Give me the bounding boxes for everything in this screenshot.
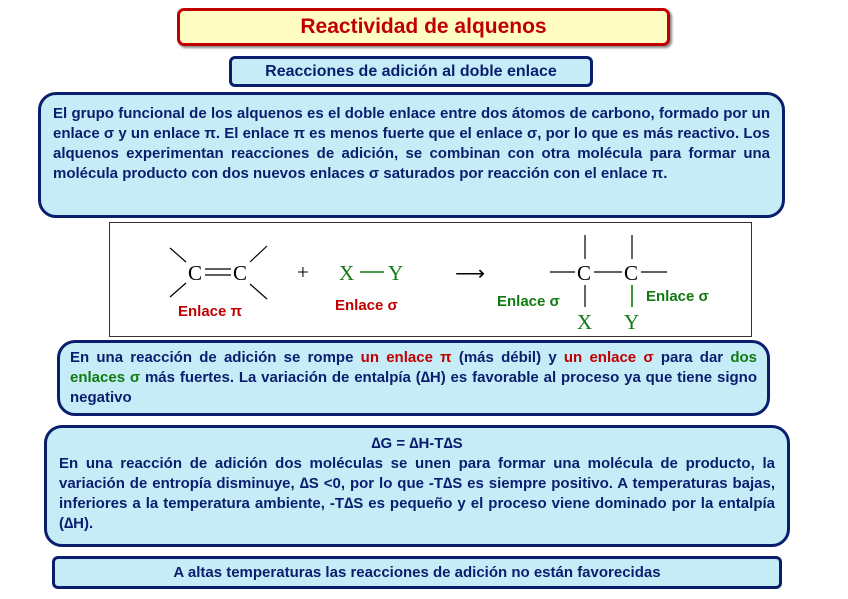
enthalpy-text: En una reacción de adición se rompe — [70, 349, 361, 366]
reaction-arrow: ⟶ — [455, 261, 486, 285]
y-atom: Y — [388, 261, 404, 285]
carbon-atom: C — [577, 261, 592, 285]
carbon-atom: C — [624, 261, 639, 285]
reaction-diagram — [109, 222, 752, 337]
bond-line — [170, 248, 186, 262]
sigma-bond-label: Enlace σ — [646, 288, 709, 305]
highlight-sigma-bond: un enlace σ — [563, 349, 654, 366]
sigma-symbol: σ — [103, 125, 115, 142]
carbon-atom: C — [188, 261, 203, 285]
pi-symbol: π — [651, 165, 664, 182]
intro-text: es menos fuerte que el enlace — [304, 125, 527, 142]
bond-line — [170, 283, 186, 297]
intro-text: y un enlace — [114, 125, 205, 142]
sigma-bond-label: Enlace σ — [497, 293, 560, 310]
entropy-text: En una reacción de adición dos moléculas se unen para formar una molécula de producto, la variación de entropía disminuye, ∆S <0, por lo que -T∆S es siempre positivo. A temperaturas bajas, inferiores a la temperatura ambiente, -T∆S es pequeño y el proceso viene dominado por la entalpía (∆H). — [59, 455, 775, 532]
sigma-bond-label: Enlace σ — [335, 297, 398, 314]
sigma-symbol: σ — [526, 125, 538, 142]
y-atom: Y — [624, 310, 640, 334]
intro-text: , por lo que es más reactivo. Los alquenos experimentan reacciones de adición, se combinan con otra molécula para formar una molécula producto con dos nuevos enlaces — [53, 125, 770, 182]
pi-symbol: π — [293, 125, 305, 142]
gibbs-formula: ∆G = ∆H-T∆S — [371, 435, 463, 452]
intro-text: saturados por reacción con el enlace — [379, 165, 652, 182]
x-atom: X — [577, 310, 593, 334]
page-subtitle: Reacciones de adición al doble enlace — [265, 62, 557, 80]
intro-text: El grupo funcional de los alquenos es el doble enlace entre dos átomos de carbono, formado por un enlace — [53, 105, 770, 142]
sigma-symbol: σ — [368, 165, 380, 182]
highlight-sigma-bonds: dos enlaces σ — [70, 349, 758, 386]
enthalpy-panel — [57, 340, 770, 416]
conclusion-text: A altas temperaturas las reacciones de adición no están favorecidas — [173, 564, 661, 581]
enthalpy-text: más fuertes. La variación de entalpía (∆H) es favorable al proceso ya que tiene signo negativo — [70, 369, 757, 406]
title-banner — [177, 8, 670, 46]
subtitle-banner — [229, 56, 593, 87]
bond-line — [250, 284, 267, 299]
conclusion-banner — [52, 556, 782, 589]
enthalpy-text: (más débil) y — [451, 349, 564, 366]
highlight-pi-bond: un enlace π — [360, 349, 452, 366]
entropy-panel — [44, 425, 790, 547]
pi-symbol: π — [204, 125, 216, 142]
plus-sign: + — [297, 260, 309, 284]
intro-text: . — [663, 165, 668, 182]
intro-text: . El enlace — [215, 125, 294, 142]
enthalpy-text: para dar — [653, 349, 731, 366]
page-title: Reactividad de alquenos — [300, 15, 547, 38]
bond-line — [250, 246, 267, 262]
reaction-scheme — [110, 223, 753, 338]
carbon-atom: C — [233, 261, 248, 285]
pi-bond-label: Enlace π — [178, 303, 243, 320]
x-atom: X — [339, 261, 355, 285]
intro-panel — [38, 92, 785, 218]
